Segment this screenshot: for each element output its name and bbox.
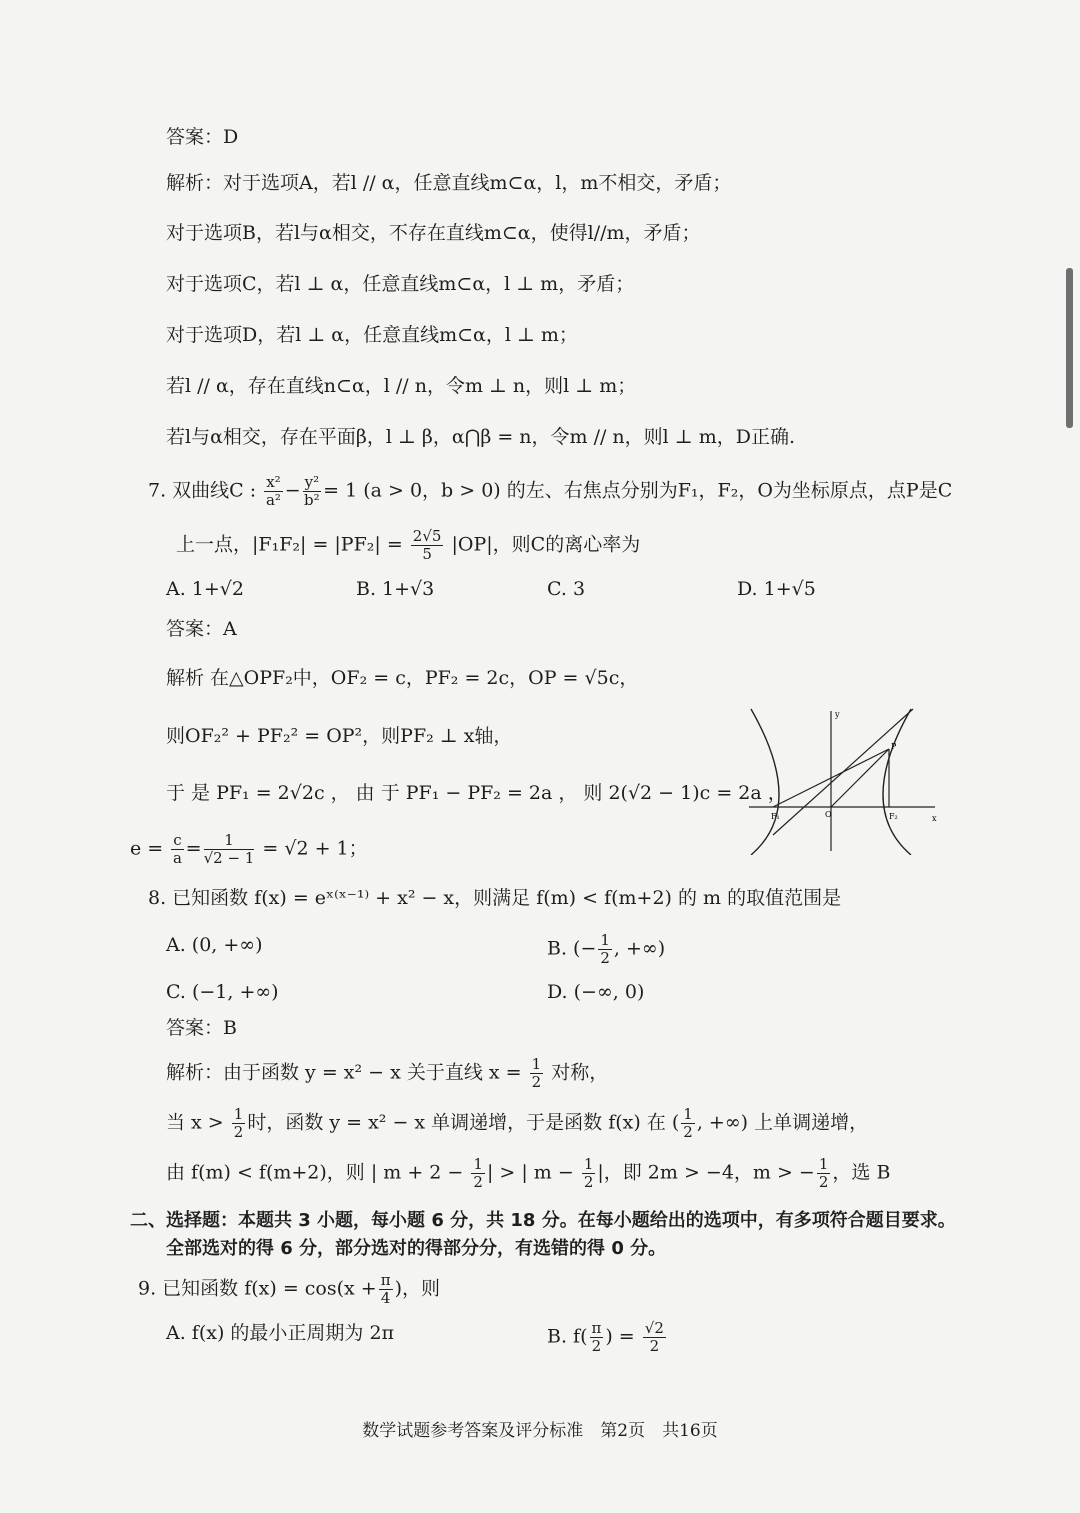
- fraction-half: $\frac{1}{2}$: [583, 1155, 594, 1191]
- hyperbola-figure: [745, 705, 940, 855]
- q6-answer: 答案：D: [166, 126, 239, 148]
- q8-option-a: A. (0, +∞): [166, 934, 263, 956]
- q6-line: 若l与α相交，存在平面β，l ⊥ β，α⋂β = n，令m // n，则l ⊥ m，D正确.: [166, 426, 795, 448]
- fraction-pi-2: $\frac{\pi}{2}$: [591, 1319, 602, 1355]
- fraction-half: $\frac{1}{2}$: [600, 931, 610, 967]
- q8-option-d: D. (−∞, 0): [547, 981, 645, 1003]
- q6-line: 若l // α，存在直线n⊂α，l // n，令m ⊥ n，则l ⊥ m；: [166, 375, 637, 397]
- q7-solution: 则OF₂² + PF₂² = OP²，则PF₂ ⊥ x轴，: [166, 725, 513, 747]
- fraction-half: $\frac{1}{2}$: [818, 1155, 829, 1191]
- q8-stem: 8. 已知函数 f(x) = eˣ⁽ˣ⁻¹⁾ + x² − x，则满足 f(m) < f(m+2) 的 m 的取值范围是: [148, 887, 842, 909]
- q9-option-b: B. f( $\frac{\pi}{2}$ ) = $\frac{√2}{2}$: [547, 1319, 664, 1355]
- label-p: P: [891, 742, 897, 751]
- q7-option-c: C. 3: [547, 578, 586, 600]
- fraction-y2-b2: $\frac{\text{y²}}{\text{b²}}$: [304, 473, 320, 509]
- q7-solution: 解析 在△OPF₂中，OF₂ = c，PF₂ = 2c，OP = √5c，: [166, 667, 639, 689]
- label-y: y: [835, 710, 840, 719]
- page-footer: 数学试题参考答案及评分标准 第2页 共16页: [362, 1421, 718, 1441]
- section-heading-2: 全部选对的得 6 分，部分选对的得部分分，有选错的得 0 分。: [166, 1238, 667, 1259]
- fraction-x2-a2: $\frac{\text{x²}}{\text{a²}}$: [265, 473, 281, 509]
- fraction-c-a: $\frac{c}{a}$: [172, 831, 182, 867]
- q8-answer: 答案：B: [166, 1017, 237, 1039]
- q7-option-b: B. 1+√3: [356, 578, 435, 600]
- q7-option-a: A. 1+√2: [166, 578, 245, 600]
- fraction-half: $\frac{1}{2}$: [473, 1155, 483, 1191]
- hyperbola-right-branch: [883, 709, 911, 855]
- q7-stem-2: 上一点，|F₁F₂| = |PF₂| = $\frac{2√5}{5}$ |OP|，则C的离心率为: [176, 527, 641, 563]
- q8-solution: 当 x > $\frac{1}{2}$ 时，函数 y = x² − x 单调递增，于是函数 f(x) 在 ( $\frac{1}{2}$ , +∞) 上单调递增，: [166, 1105, 869, 1141]
- fraction-2r5-5: $\frac{2√5}{5}$: [412, 527, 442, 563]
- label-f1: F₁: [771, 812, 780, 821]
- label-f2: F₂: [889, 812, 898, 821]
- q7-solution-eccentricity: e = $\frac{c}{a}$ = $\frac{1}{√2 - 1}$ = √2 + 1；: [130, 831, 368, 867]
- q7-stem: 7. 双曲线C : $\frac{\text{x²}}{\text{a²}}$ − $\frac{\text{y²}}{\text{b²}}$ = 1 (a > 0，b > 0) 的左、右焦点分别为F₁，F₂，O为坐标原点，点P是C: [148, 473, 953, 509]
- q8-option-c: C. (−1, +∞): [166, 981, 279, 1003]
- fraction-half: $\frac{1}{2}$: [531, 1055, 542, 1091]
- segment-op: [831, 749, 889, 807]
- section-heading: 二、选择题：本题共 3 小题，每小题 6 分，共 18 分。在每小题给出的选项中，有多项符合题目要求。: [130, 1210, 956, 1231]
- q6-line: 对于选项B，若l与α相交，不存在直线m⊂α，使得l//m，矛盾；: [166, 222, 701, 244]
- q9-stem: 9. 已知函数 f(x) = cos(x + $\frac{\pi}{4}$ )，则: [138, 1271, 440, 1307]
- label-x: x: [932, 814, 937, 823]
- scrollbar-thumb[interactable]: [1066, 268, 1073, 428]
- fraction-pi-4: $\frac{\pi}{4}$: [380, 1271, 391, 1307]
- q8-solution: 由 f(m) < f(m+2)，则 | m + 2 − $\frac{1}{2}$ | > | m − $\frac{1}{2}$ |，即 2m > −4，m > − $\frac{1}{2}$ ，选 B: [166, 1155, 891, 1191]
- q9-option-a: A. f(x) 的最小正周期为 2π: [166, 1322, 395, 1344]
- label-o: O: [825, 810, 832, 819]
- q6-line: 对于选项D，若l ⊥ α，任意直线m⊂α，l ⊥ m；: [166, 324, 578, 346]
- q7-answer: 答案：A: [166, 618, 237, 640]
- q7-option-d: D. 1+√5: [737, 578, 816, 600]
- fraction-half: $\frac{1}{2}$: [233, 1105, 244, 1141]
- fraction-r2-2: $\frac{√2}{2}$: [644, 1319, 664, 1355]
- q8-solution: 解析：由于函数 y = x² − x 关于直线 x = $\frac{1}{2}$ 对称，: [166, 1055, 609, 1091]
- q6-line: 对于选项C，若l ⊥ α，任意直线m⊂α，l ⊥ m，矛盾；: [166, 273, 635, 295]
- q8-option-b: B. (− $\frac{1}{2}$ , +∞): [547, 931, 666, 967]
- q6-line: 解析：对于选项A，若l // α，任意直线m⊂α，l，m不相交，矛盾；: [166, 172, 732, 194]
- q7-solution: 于 是 PF₁ = 2√2c ， 由 于 PF₁ − PF₂ = 2a ， 则 2(√2 − 1)c = 2a ，: [166, 782, 787, 804]
- fraction-half: $\frac{1}{2}$: [683, 1105, 693, 1141]
- fraction-1-r2m1: $\frac{1}{√2 - 1}$: [203, 831, 255, 867]
